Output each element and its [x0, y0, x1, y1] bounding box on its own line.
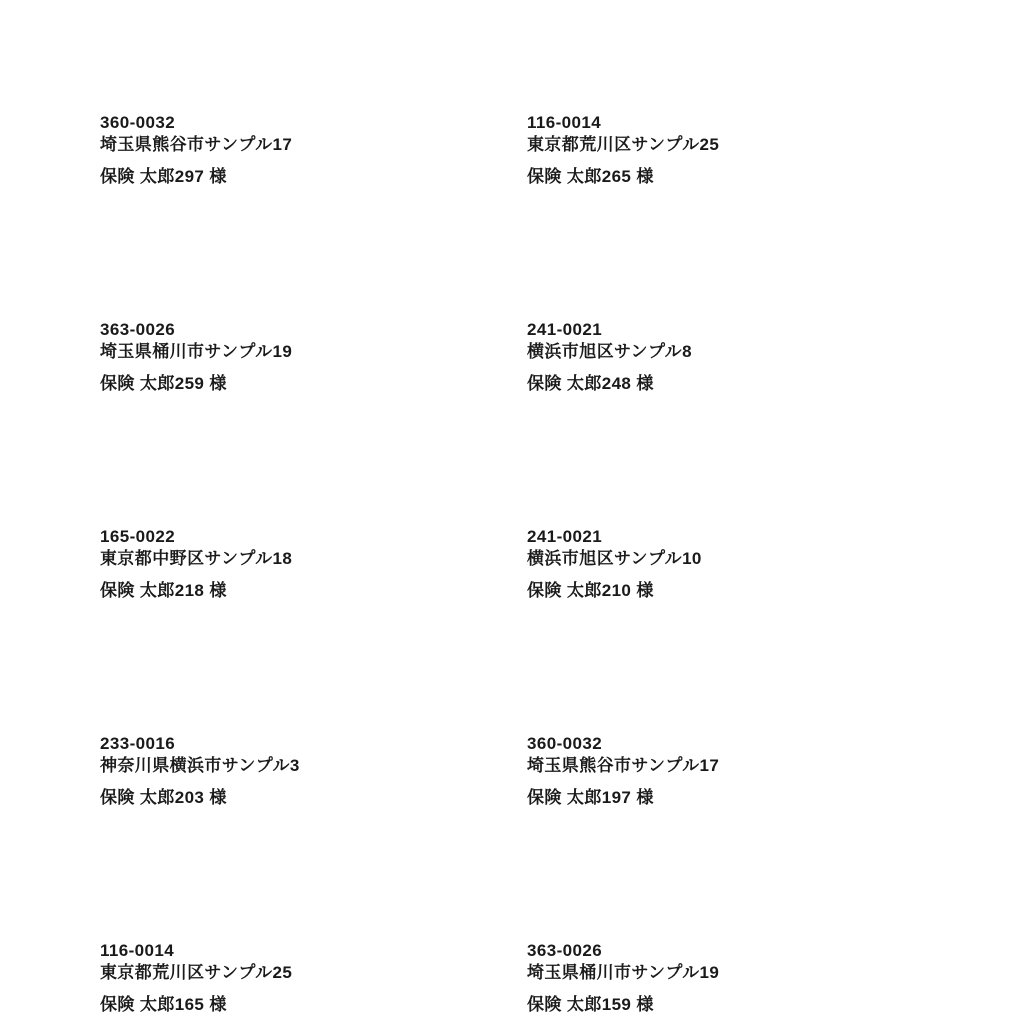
- address-label: [527, 940, 954, 1024]
- address-label: [100, 526, 527, 733]
- address-label: [100, 733, 527, 940]
- postal-code: 233-0016: [100, 734, 176, 753]
- recipient-name: 保険 太郎159 様: [527, 995, 654, 1014]
- recipient-name: 保険 太郎203 様: [100, 788, 227, 807]
- postal-code: 165-0022: [100, 527, 176, 546]
- address-line: 東京都中野区サンプル18: [100, 549, 293, 568]
- recipient-name: 保険 太郎259 様: [100, 374, 227, 393]
- address-label: [100, 940, 527, 1024]
- address-line: 東京都荒川区サンプル25: [100, 963, 293, 982]
- postal-code: 241-0021: [527, 527, 603, 546]
- postal-code: 116-0014: [527, 113, 602, 132]
- recipient-name: 保険 太郎197 様: [527, 788, 654, 807]
- postal-code: 360-0032: [100, 113, 176, 132]
- address-line: 埼玉県桶川市サンプル19: [527, 963, 720, 982]
- address-label: [527, 733, 954, 940]
- postal-code: 363-0026: [100, 320, 176, 339]
- postal-code: 363-0026: [527, 941, 603, 960]
- address-label: [527, 112, 954, 319]
- postal-code: 360-0032: [527, 734, 603, 753]
- postal-code: 241-0021: [527, 320, 603, 339]
- address-label: [527, 526, 954, 733]
- address-line: 神奈川県横浜市サンプル3: [100, 756, 300, 775]
- address-line: 埼玉県熊谷市サンプル17: [100, 135, 293, 154]
- postal-code: 116-0014: [100, 941, 175, 960]
- label-grid: [100, 112, 954, 1024]
- address-line: 横浜市旭区サンプル8: [527, 342, 692, 361]
- address-line: 埼玉県桶川市サンプル19: [100, 342, 293, 361]
- recipient-name: 保険 太郎297 様: [100, 167, 227, 186]
- address-label: [527, 319, 954, 526]
- recipient-name: 保険 太郎165 様: [100, 995, 227, 1014]
- recipient-name: 保険 太郎210 様: [527, 581, 654, 600]
- address-line: 横浜市旭区サンプル10: [527, 549, 702, 568]
- address-line: 東京都荒川区サンプル25: [527, 135, 720, 154]
- address-label: [100, 319, 527, 526]
- recipient-name: 保険 太郎265 様: [527, 167, 654, 186]
- address-line: 埼玉県熊谷市サンプル17: [527, 756, 720, 775]
- recipient-name: 保険 太郎218 様: [100, 581, 227, 600]
- recipient-name: 保険 太郎248 様: [527, 374, 654, 393]
- address-label: [100, 112, 527, 319]
